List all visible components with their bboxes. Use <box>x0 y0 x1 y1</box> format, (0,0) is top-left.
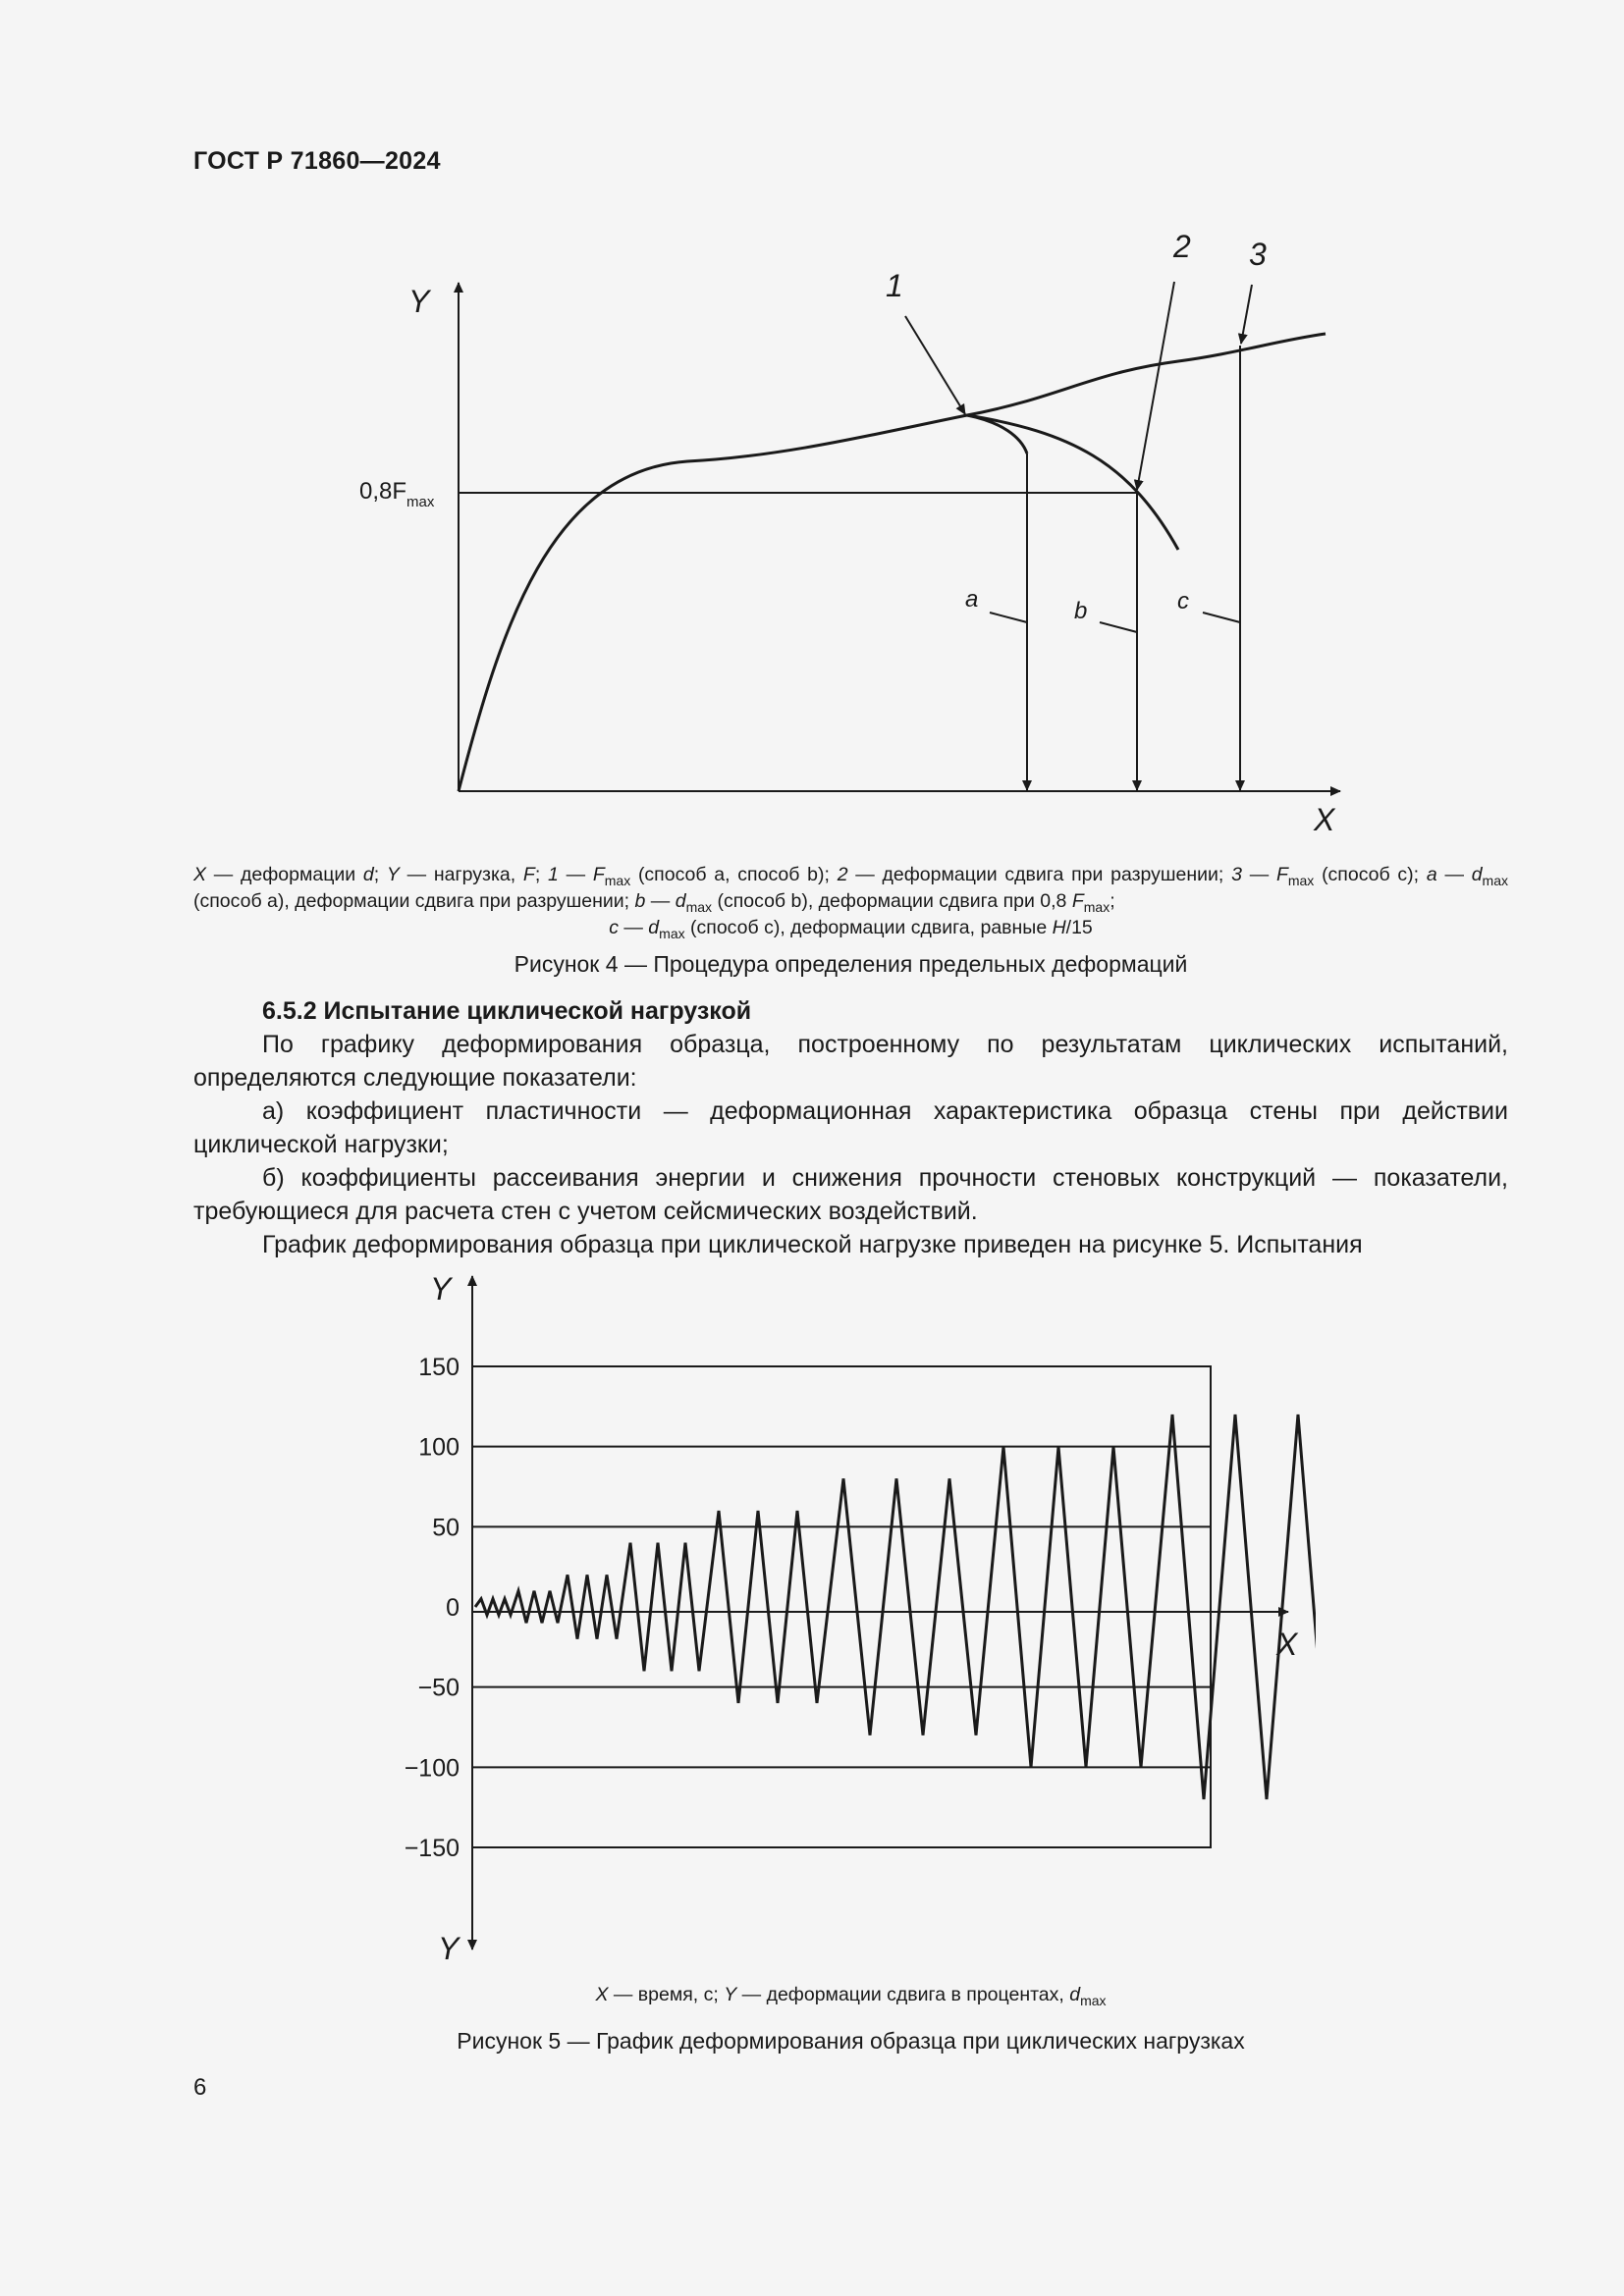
paragraph-3: б) коэффициенты рассеивания энергии и снижения прочности стеновых конструкций — показатели, требующиеся для расчета стен с учетом сейсмических воздействий. <box>193 1164 1508 1225</box>
page-number: 6 <box>193 2074 207 2101</box>
fig4-letter-a-leader <box>990 613 1027 622</box>
fig5-ytick-label: 100 <box>418 1433 460 1462</box>
fig4-callout-1: 1 <box>886 268 903 303</box>
fig5-ytick-label: 50 <box>432 1514 460 1542</box>
figure-4-legend <box>193 862 1508 941</box>
figure-5-legend: X — время, с; Y — деформации сдвига в процентах, $d_{max}$ <box>595 1984 1107 2008</box>
legend-line-last: c — $d_{max}$ (способ c), деформации сдвига, равные H/15 <box>609 917 1093 941</box>
fig5-ytick-label: −50 <box>417 1674 460 1702</box>
fig5-ytick-label: −100 <box>404 1754 460 1783</box>
figure-4 <box>295 216 1375 844</box>
paragraph-1: По графику деформирования образца, построенному по результатам циклических испытаний, определяются следующие показатели: <box>193 1031 1508 1092</box>
paragraph-4: График деформирования образца при циклической нагрузке приведен на рисунке 5. Испытания <box>262 1231 1363 1258</box>
fig4-x-label: X <box>1314 802 1335 837</box>
fig4-level-label: $0,8F_{max}$ <box>359 478 435 510</box>
figure-5-caption: Рисунок 5 — График деформирования образца при циклических нагрузках <box>457 2028 1245 2054</box>
fig5-ytick-label: 0 <box>446 1594 460 1622</box>
fig4-letter-a: a <box>965 586 979 613</box>
figure-5-chart <box>373 1266 1316 1973</box>
figure-4-caption: Рисунок 4 — Процедура определения предельных деформаций <box>514 951 1188 977</box>
fig4-callout-2-arrow <box>1137 282 1174 490</box>
fig5-ytick-label: −150 <box>404 1835 460 1862</box>
section-heading: 6.5.2 Испытание циклической нагрузкой <box>262 997 752 1025</box>
fig4-callout-1-arrow <box>905 316 965 414</box>
fig5-ytick-label: 150 <box>418 1354 460 1381</box>
fig4-letter-c-leader <box>1203 613 1240 622</box>
fig5-y-label-top: Y <box>430 1271 452 1307</box>
fig4-letter-c: c <box>1177 588 1189 614</box>
fig5-x-label: X <box>1276 1627 1298 1662</box>
fig4-callout-3: 3 <box>1249 237 1267 272</box>
fig4-y-label: Y <box>408 284 430 319</box>
fig5-y-label-bottom: Y <box>438 1931 460 1966</box>
fig4-callout-3-arrow <box>1241 285 1252 344</box>
document-header: ГОСТ Р 71860—2024 <box>193 147 441 175</box>
paragraph-2: а) коэффициент пластичности — деформационная характеристика образца стены при действии циклической нагрузки; <box>193 1097 1508 1158</box>
fig4-load-curve <box>459 334 1326 791</box>
fig4-callout-2: 2 <box>1173 229 1191 264</box>
fig5-deformation-series <box>475 1415 1316 1799</box>
fig4-letter-b: b <box>1074 598 1088 624</box>
legend-line: X — деформации d; Y — нагрузка, F; 1 — $F_{max}$ (способ a, способ b); 2 — деформации сдвига при разрушении; 3 — $F_{max}$ (способ с); a — $d_{max}$ (способ a), деформации сдвига при разрушении; b — $d_{max}$ (способ b), деформации сдвига при 0,8 $F_{max}$; <box>193 864 1508 915</box>
fig4-letter-b-leader <box>1100 622 1137 632</box>
